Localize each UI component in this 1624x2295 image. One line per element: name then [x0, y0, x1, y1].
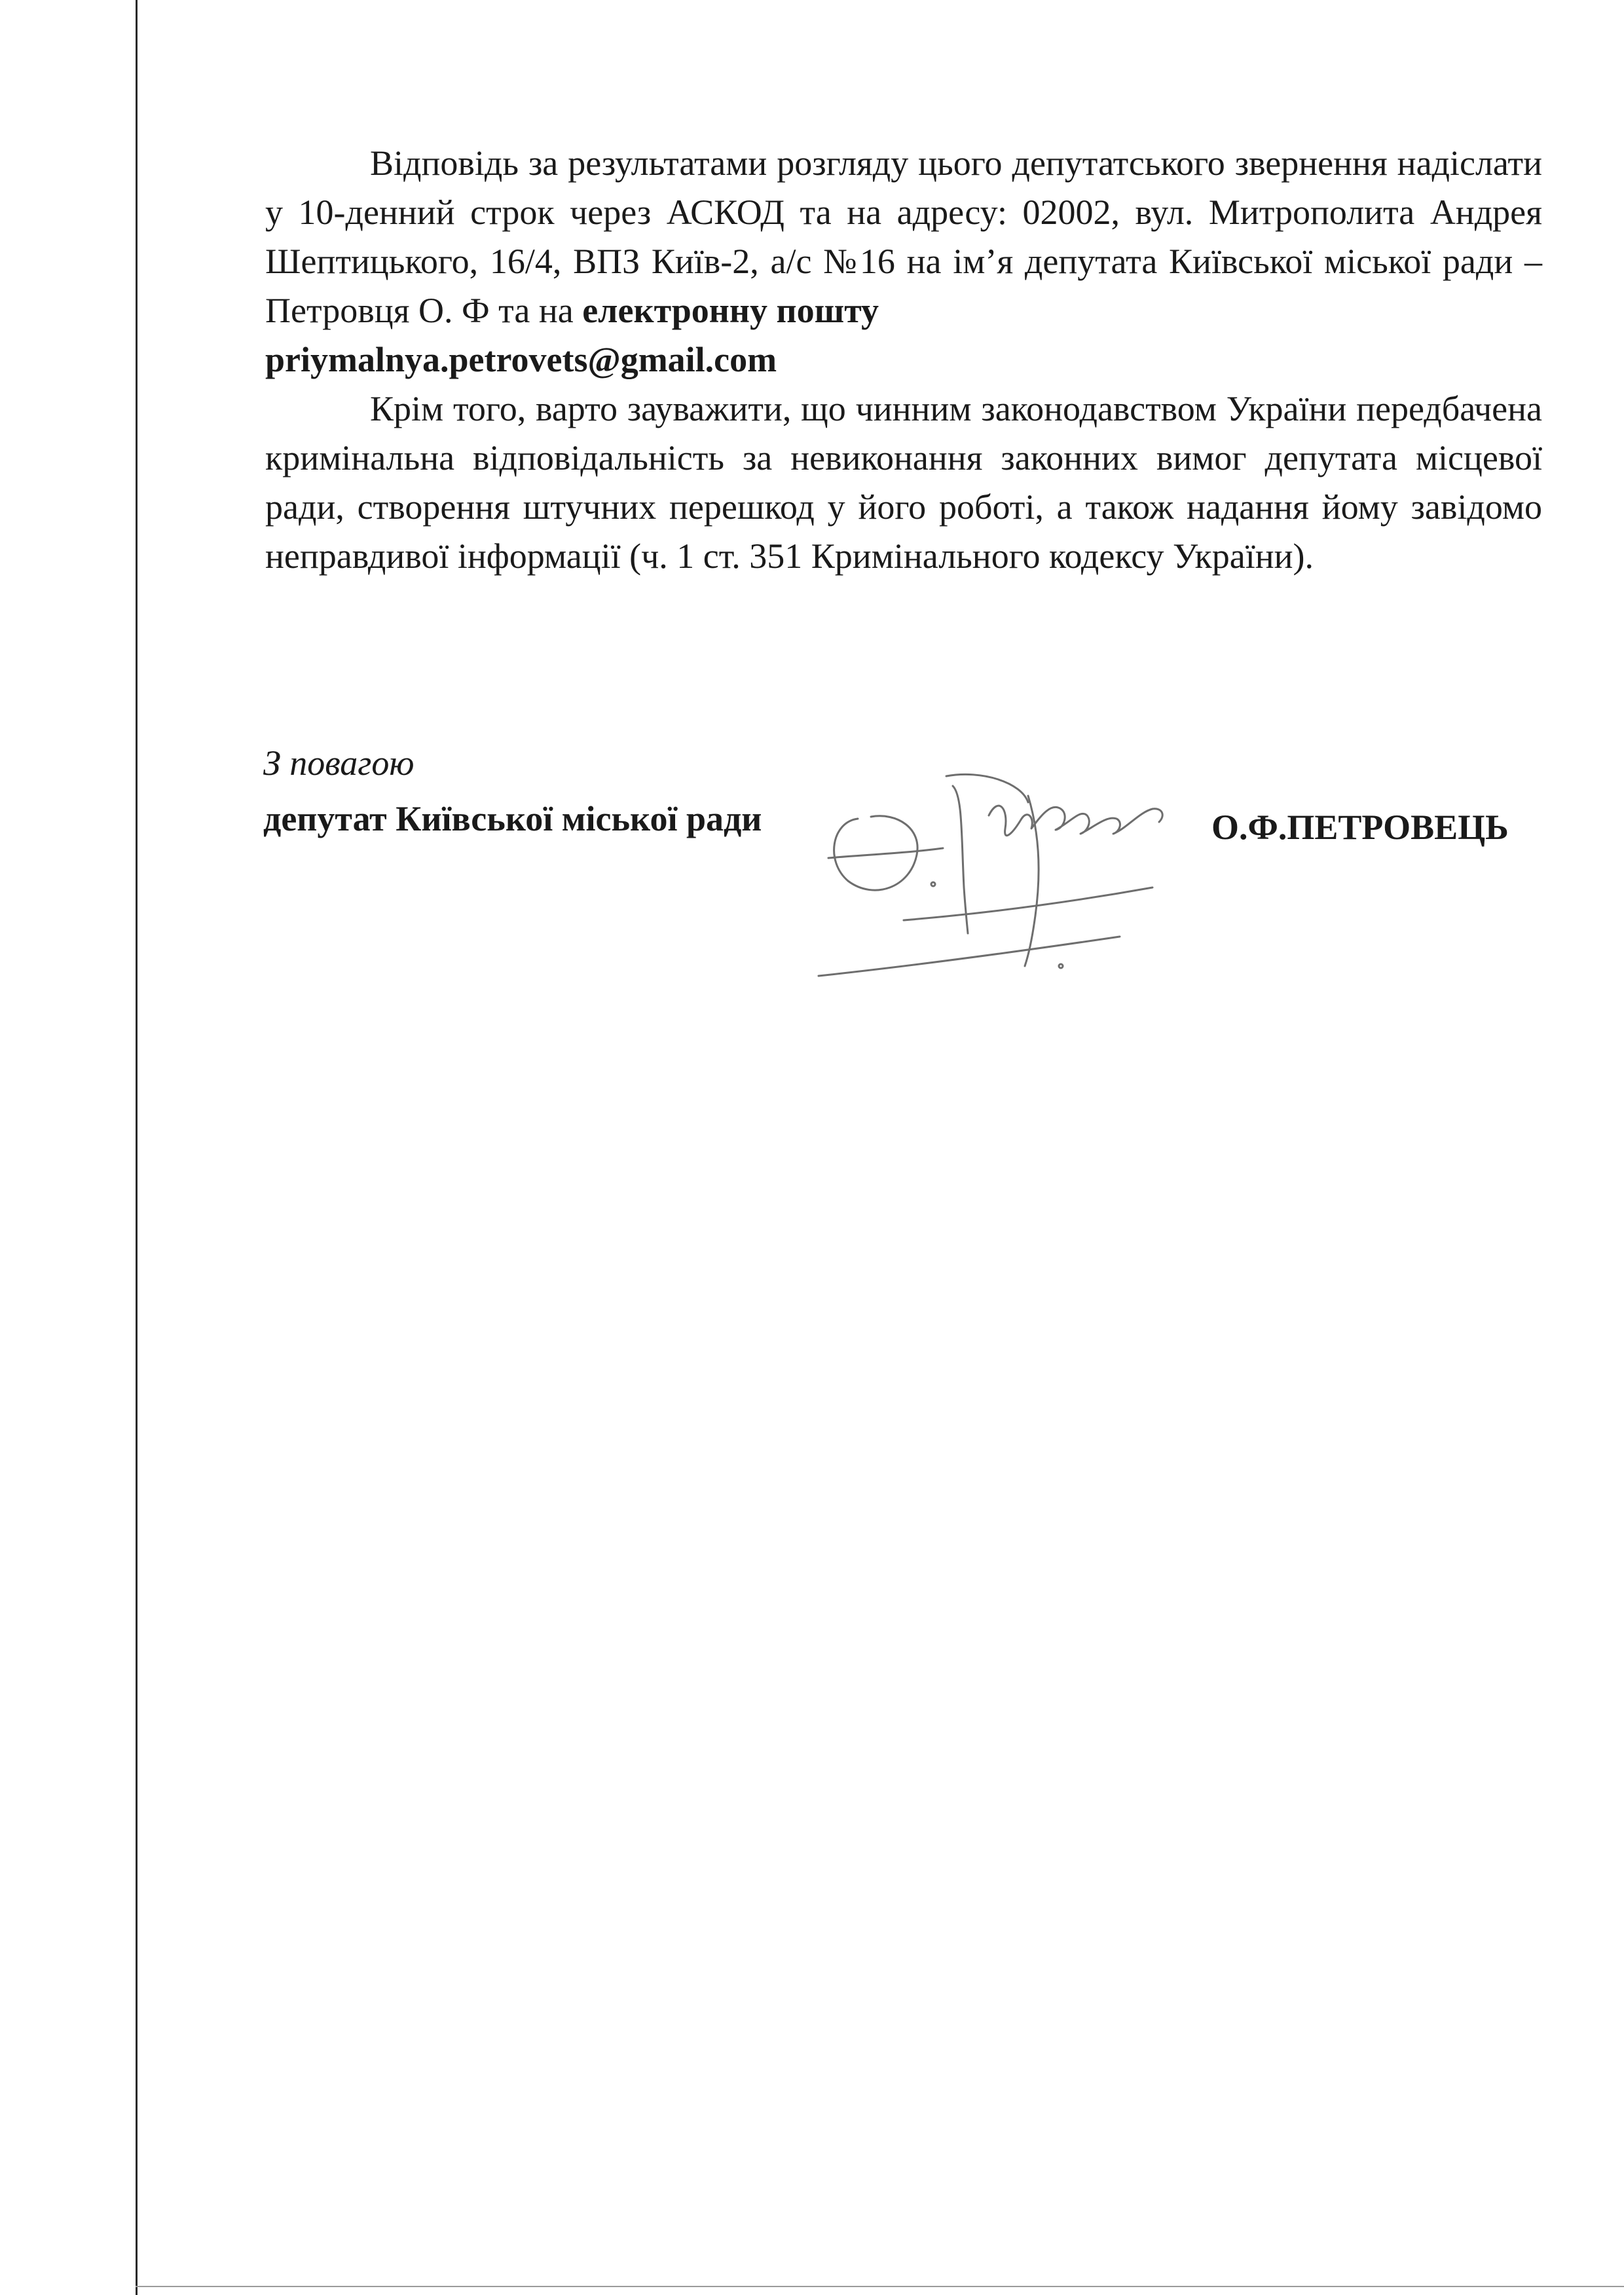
handwritten-signature: [812, 756, 1218, 992]
paragraph-criminal-liability: Крім того, варто зауважити, що чинним законодавством України передбачена кримінальна відповідальність за невиконання законних вимог депутата місцевої ради, створення штучних перешкод у його роботі, а також надання йому завідомо неправдивої інформації (ч. 1 ст. 351 Кримінального кодексу України).: [265, 389, 1542, 576]
paragraph-response-instructions: [265, 139, 1542, 384]
signer-title: депутат Київської міської ради: [263, 799, 762, 838]
response-instructions-text: Відповідь за результатами розгляду цього депутатського звернення надіслати у 10-денний строк через АСКОД та на адресу: 02002, вул. Митрополита Андрея Шептицького, 16/4, ВПЗ Київ-2, а/с №16 на ім’я депутата Київської міської ради – Петровця О. Ф та на: [265, 143, 1542, 330]
closing-phrase: З повагою: [263, 743, 415, 783]
signer-name: О.Ф.ПЕТРОВЕЦЬ: [1211, 808, 1509, 847]
scan-bottom-edge: [136, 2286, 1624, 2287]
scan-left-edge: [136, 0, 138, 2295]
email-label: електронну пошту: [582, 291, 879, 330]
letter-body: [265, 139, 1542, 581]
email-address: priymalnya.petrovets@gmail.com: [265, 340, 777, 379]
